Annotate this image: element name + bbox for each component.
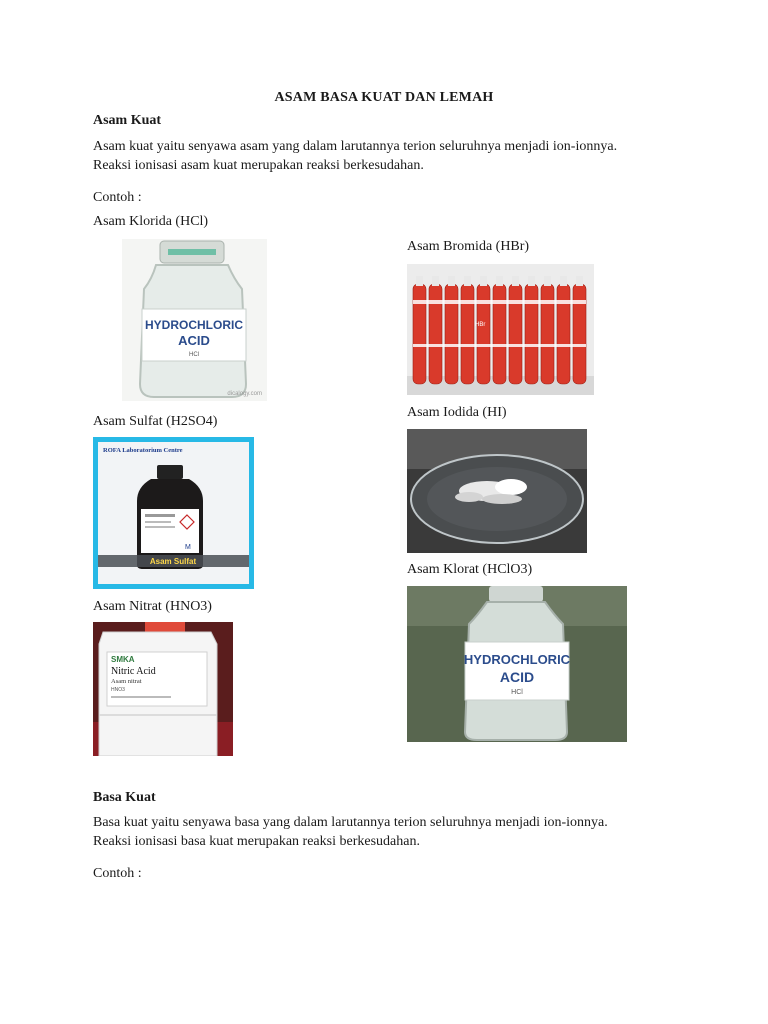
nitric-name: Nitric Acid bbox=[111, 666, 156, 677]
sulfuric-acid-illustration bbox=[93, 437, 254, 589]
hcl-label-line1: HYDROCHLORIC bbox=[145, 318, 243, 332]
hcl-bottle-image bbox=[122, 239, 267, 401]
hbr-cylinders-illustration bbox=[407, 264, 594, 395]
caption-hclo3: Asam Klorat (HClO3) bbox=[407, 562, 533, 577]
hbr-tag: HBr bbox=[475, 322, 486, 328]
sulfat-mark: M bbox=[185, 544, 191, 551]
sulfuric-acid-image bbox=[93, 437, 254, 589]
caption-hbr: Asam Bromida (HBr) bbox=[407, 239, 530, 254]
acid-paragraph-line2: Reaksi ionisasi asam kuat merupakan reaksi berkesudahan. bbox=[93, 158, 424, 173]
acid-section-heading: Asam Kuat bbox=[93, 113, 162, 128]
caption-hi: Asam Iodida (HI) bbox=[407, 405, 507, 420]
sulfat-brand: ROFA Laboratorium Centre bbox=[103, 447, 183, 454]
base-paragraph-line1: Basa kuat yaitu senyawa basa yang dalam larutannya terion seluruhnya menjadi ion-ionnya. bbox=[93, 815, 608, 830]
base-section-heading: Basa Kuat bbox=[93, 790, 156, 805]
hclo3-label-line1: HYDROCHLORIC bbox=[463, 652, 571, 667]
hbr-cylinders-image bbox=[407, 264, 594, 395]
hcl-bottle-illustration bbox=[122, 239, 267, 401]
caption-hno3: Asam Nitrat (HNO3) bbox=[93, 599, 212, 614]
caption-hcl: Asam Klorida (HCl) bbox=[93, 214, 209, 229]
hclo3-bottle-image bbox=[407, 586, 627, 742]
acid-examples-label: Contoh : bbox=[93, 190, 142, 205]
page-title: ASAM BASA KUAT DAN LEMAH bbox=[274, 90, 494, 105]
hi-powder-illustration bbox=[407, 429, 587, 553]
base-paragraph-line2: Reaksi ionisasi basa kuat merupakan reaksi berkesudahan. bbox=[93, 834, 420, 849]
nitric-acid-image bbox=[93, 622, 233, 756]
nitric-brand: SMKA bbox=[111, 655, 135, 664]
acid-paragraph-line1: Asam kuat yaitu senyawa asam yang dalam larutannya terion seluruhnya menjadi ion-ionnya. bbox=[93, 139, 618, 154]
hclo3-formula: HCl bbox=[511, 689, 523, 696]
nitric-formula: HNO3 bbox=[111, 687, 125, 693]
base-examples-label: Contoh : bbox=[93, 866, 142, 881]
hcl-formula: HCl bbox=[189, 352, 199, 358]
hclo3-bottle-illustration bbox=[407, 586, 627, 742]
sulfat-caption: Asam Sulfat bbox=[149, 557, 197, 566]
nitric-sub: Asam nitrat bbox=[111, 678, 142, 685]
hcl-label-line2: ACID bbox=[178, 333, 210, 348]
nitric-acid-illustration bbox=[93, 622, 233, 756]
hclo3-label-line2: ACID bbox=[499, 669, 535, 685]
caption-h2so4: Asam Sulfat (H2SO4) bbox=[93, 414, 218, 429]
watermark-text: dicalogy.com bbox=[227, 391, 262, 397]
hi-powder-image bbox=[407, 429, 587, 553]
